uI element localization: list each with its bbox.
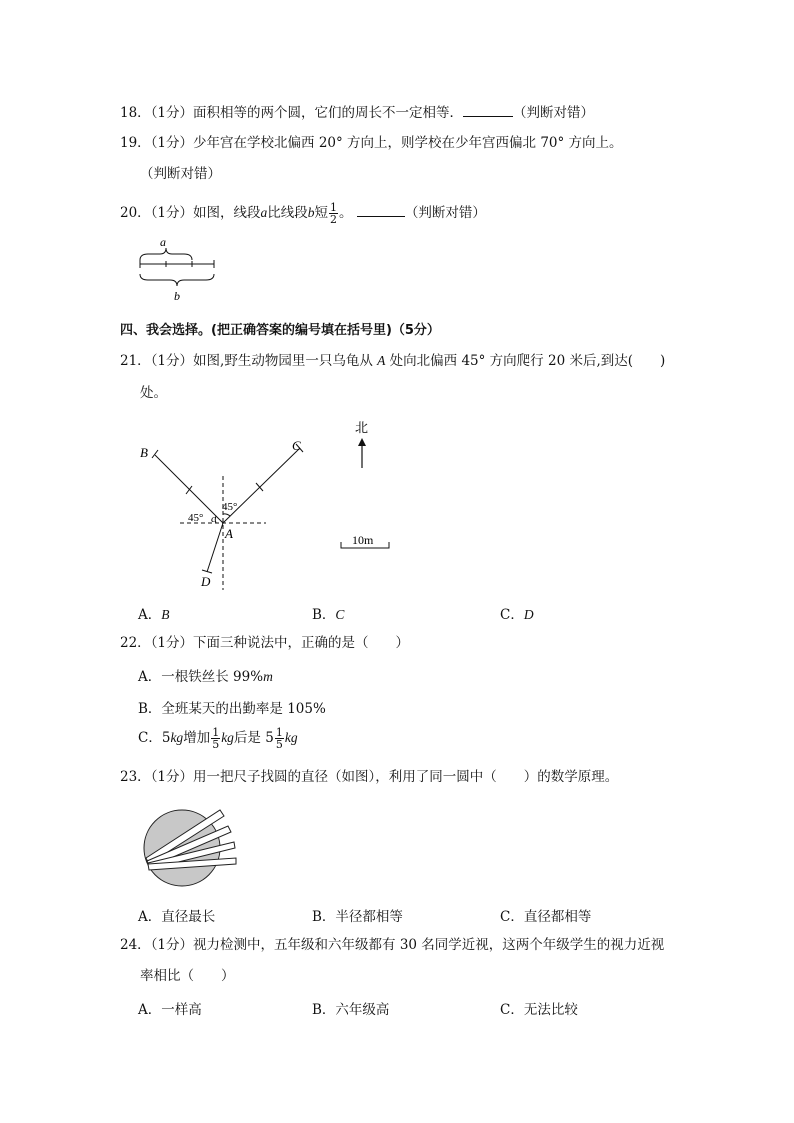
option-text: 5 [161, 730, 171, 746]
circle-ruler-figure [140, 806, 250, 888]
option-letter: A． [138, 1002, 162, 1018]
segment-figure [134, 234, 224, 306]
question-19-judge [140, 165, 221, 183]
question-text: 下面三种说法中，正确的是（ ） [193, 635, 410, 651]
q24-option-c[interactable] [500, 998, 578, 1018]
judge-hint: （判断对错） [404, 205, 486, 221]
label-b: b [174, 289, 180, 303]
q21-option-b[interactable] [312, 603, 344, 623]
judge-hint: （判断对错） [140, 166, 221, 182]
question-text: 少年宫在学校北偏西 20° 方向上，则学校在少年宫西偏北 70° 方向上。 [193, 135, 623, 151]
option-letter: C． [500, 607, 524, 623]
unit: kg [170, 730, 184, 745]
brace-b [140, 274, 214, 286]
option-value: D [523, 607, 534, 622]
question-21 [120, 352, 665, 370]
question-score: （1分） [150, 135, 194, 151]
question-score: （1分） [150, 353, 194, 369]
fraction-denominator: 5 [212, 738, 220, 751]
option-letter: A． [138, 669, 162, 685]
label-a: a [160, 235, 166, 249]
question-number: 23． [120, 769, 151, 785]
segment-ad [207, 523, 223, 572]
option-value: C [335, 607, 345, 622]
judge-hint: （判断对错） [513, 105, 595, 121]
section-title: 四、我会选择。(把正确答案的编号填在括号里)（5分） [120, 323, 440, 338]
point-c-small-label: c [211, 513, 216, 525]
fraction-denominator: 5 [275, 738, 283, 751]
question-text: 短 [314, 205, 329, 221]
option-value: 一样高 [161, 1002, 202, 1018]
fraction-numerator: 1 [212, 726, 220, 739]
option-letter: B． [312, 909, 336, 925]
option-letter: A． [138, 607, 162, 623]
option-letter: B． [138, 701, 162, 717]
option-letter: A． [138, 909, 162, 925]
point-b-label: B [140, 445, 148, 460]
question-20 [120, 202, 486, 225]
option-text: 后是 5 [233, 730, 274, 746]
q23-option-a[interactable] [138, 905, 215, 925]
option-letter: C． [500, 909, 524, 925]
fraction-one-fifth [275, 727, 284, 750]
option-letter: C． [500, 1002, 524, 1018]
direction-figure [130, 410, 410, 590]
q21-option-c[interactable] [500, 603, 534, 623]
unit: kg [221, 730, 234, 745]
question-text: 处向北偏西 45° 方向爬行 20 米后,到达( ) [389, 353, 666, 369]
question-number: 21． [120, 353, 151, 369]
question-number: 24． [120, 937, 151, 953]
question-number: 20． [120, 205, 151, 221]
point-c-label: C [292, 438, 301, 453]
option-letter: B． [312, 1002, 336, 1018]
question-text: 视力检测中，五年级和六年级都有 30 名同学近视，这两个年级学生的视力近视 [193, 937, 665, 953]
answer-blank[interactable] [357, 204, 405, 217]
option-text: 增加 [183, 730, 211, 746]
q22-option-b[interactable] [138, 697, 326, 717]
unit: kg [284, 730, 298, 745]
q21-option-a[interactable] [138, 603, 170, 623]
question-24-cont: 率相比（ ） [140, 968, 235, 984]
question-19 [120, 134, 623, 152]
point-d-label: D [201, 574, 211, 589]
question-text: 用一把尺子找圆的直径（如图），利用了同一圆中（ ）的数学原理。 [193, 769, 619, 785]
option-value: B [161, 607, 170, 622]
variable-a: A [377, 353, 386, 368]
fraction-one-half [329, 202, 338, 225]
answer-blank[interactable] [463, 104, 513, 117]
brace-a [140, 248, 192, 260]
question-score: （1分） [150, 937, 194, 953]
q23-option-b[interactable] [312, 905, 403, 925]
option-text: 全班某天的出勤率是 105% [161, 701, 326, 717]
angle-arc [223, 514, 230, 516]
angle-label-north: 45° [222, 501, 238, 513]
question-23 [120, 768, 618, 786]
option-letter: C． [138, 730, 162, 746]
q23-option-c[interactable] [500, 905, 591, 925]
question-text: 面积相等的两个圆，它们的周长不一定相等． [193, 105, 464, 121]
q22-option-c[interactable] [138, 726, 298, 750]
question-score: （1分） [150, 769, 194, 785]
option-value: 无法比较 [523, 1002, 578, 1018]
question-number: 18． [120, 105, 151, 121]
question-number: 19． [120, 135, 151, 151]
north-label: 北 [355, 420, 369, 435]
fraction-denominator: 2 [330, 213, 338, 226]
option-value: 六年级高 [335, 1002, 390, 1018]
angle-label-west: 45° [188, 512, 204, 524]
option-value: 直径都相等 [523, 909, 592, 925]
question-24 [120, 936, 664, 954]
fraction-one-fifth [211, 727, 220, 750]
option-letter: B． [312, 607, 336, 623]
variable-b: b [307, 205, 315, 220]
north-arrow-head [358, 438, 366, 446]
option-value: 直径最长 [161, 909, 216, 925]
question-text: 比线段 [267, 205, 308, 221]
question-text: 如图,野生动物园里一只乌龟从 [193, 353, 373, 369]
question-21-cont: 处。 [140, 385, 167, 401]
question-22 [120, 634, 409, 652]
question-text: 如图，线段 [193, 205, 261, 221]
fraction-numerator: 1 [330, 201, 338, 214]
point-a-label: A [225, 526, 233, 541]
unit: m [263, 669, 273, 684]
q24-option-b[interactable] [312, 998, 389, 1018]
fraction-numerator: 1 [275, 726, 283, 739]
scale-label: 10m [352, 533, 374, 547]
question-score: （1分） [150, 205, 194, 221]
option-value: 半径都相等 [335, 909, 403, 925]
option-text: 一根铁丝长 99% [161, 669, 264, 685]
question-score: （1分） [150, 105, 194, 121]
q22-option-a[interactable] [138, 665, 273, 685]
variable-a: a [260, 205, 268, 220]
question-text: 。 [339, 205, 353, 221]
question-18 [120, 104, 594, 122]
q24-option-a[interactable] [138, 998, 202, 1018]
question-number: 22． [120, 635, 151, 651]
question-score: （1分） [150, 635, 194, 651]
